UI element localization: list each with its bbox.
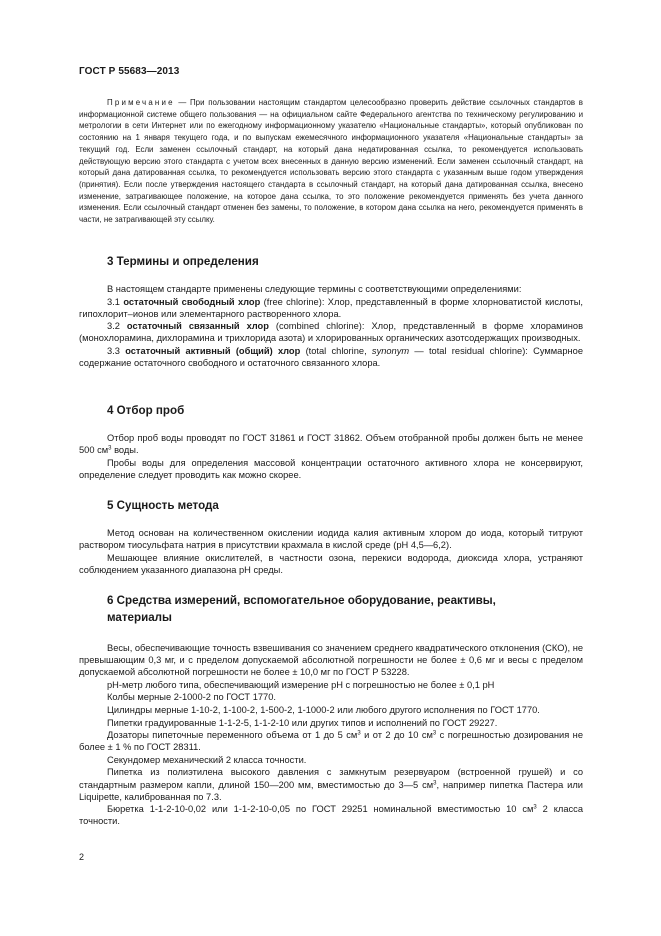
section-6-para-8: Пипетка из полиэтилена высокого давления с замкнутым резервуаром (встроенной грушей) и со стандартным размером капли, длиной 150—200 мм, вместимостью до 3—5 $см^3$, например пипетка Пастера или Liquipette, калиброванная по 7.3. <box>79 767 583 802</box>
section-4-para-1: Отбор проб воды проводят по ГОСТ 31861 и ГОСТ 31862. Объем отобранной пробы должен быть не менее 500 $см^3$ воды. <box>79 433 583 456</box>
term-3-2: 3.2 остаточный связанный хлор (combined chlorine): Хлор, представленный в форме хлораминов (монохлорамина, дихлорамина и трихлорида азота) и хлорированных органических азотсодержащих производных. <box>79 321 584 344</box>
section-3-body <box>79 283 583 369</box>
section-3-intro: В настоящем стандарте применены следующие термины с соответствующими определениями: <box>107 284 522 294</box>
term-name: остаточный свободный хлор <box>123 296 261 307</box>
page-number: 2 <box>79 852 85 862</box>
section-6-para-4: Цилиндры мерные 1-10-2, 1-100-2, 1-500-2, 1-1000-2 или любого другого исполнения по ГОСТ 1770. <box>107 704 540 715</box>
section-6-body <box>79 642 583 827</box>
term-name: остаточный связанный хлор <box>126 321 269 332</box>
section-6-para-5: Пипетки градуированные 1-1-2-5, 1-1-2-10 или других типов и исполнений по ГОСТ 29227. <box>107 717 498 728</box>
section-6-para-3: Колбы мерные 2-1000-2 по ГОСТ 1770. <box>107 692 276 703</box>
page-header: ГОСТ Р 55683—2013 <box>79 66 180 77</box>
note-label: Примечание <box>107 98 175 107</box>
section-6-para-9: Бюретка 1-1-2-10-0,02 или 1-1-2-10-0,05 по ГОСТ 29251 номинальной вместимостью 10 $см^3$ 2 класса точности. <box>79 804 583 827</box>
section-6-para-1: Весы, обеспечивающие точность взвешивания со значением среднего квадратического отклонения (СКО), не превышающим 0,3 мг, и с пределом допускаемой абсолютной погрешности не более ± 0,6 мг и весы с пределом допускаемой абсолютной погрешности не более ± 10,0 мг по ГОСТ Р 53228. <box>79 643 583 678</box>
section-6-title: 6 Средства измерений, вспомогательное оборудование, реактивы, материалы <box>107 594 496 624</box>
section-5-para-2: Мешающее влияние окислителей, в частности озона, перекиси водорода, диоксида хлора, устраняют соблюдением указанного диапазона pH среды. <box>79 552 583 575</box>
section-4-para-2: Пробы воды для определения массовой концентрации остаточного активного хлора не консервируют, определение следует проводить как можно скорее. <box>79 457 583 480</box>
section-6-para-7: Секундомер механический 2 класса точности. <box>107 754 307 765</box>
section-3-title: 3 Термины и определения <box>107 255 259 268</box>
section-4-title: 4 Отбор проб <box>107 404 185 417</box>
term-3-1: 3.1 остаточный свободный хлор (free chlorine): Хлор, представленный в форме хлорноватистой кислоты, гипохлорит–ионов или элементарного растворенного хлора. <box>79 296 583 319</box>
section-5-para-1: Метод основан на количественном окислении иодида калия активным хлором до иода, который титруют раствором тиосульфата натрия в присутствии крахмала в кислой среде (pH 4,5—6,2). <box>79 528 583 551</box>
term-3-3: 3.3 остаточный активный (общий) хлор (total chlorine, synonym — total residual chlorine): Суммарное содержание остаточного свободного и остаточного связанного хлора. <box>79 345 583 369</box>
section-6-para-2: pH-метр любого типа, обеспечивающий измерение pH с погрешностью не более ± 0,1 pH <box>107 679 495 690</box>
section-6-para-6: Дозаторы пипеточные переменного объема от 1 до 5 $см^3$ и от 2 до 10 $см^3$ с погрешностью дозирования не более ± 1 % по ГОСТ 28311. <box>79 730 583 753</box>
reference-note <box>79 97 583 226</box>
section-5-body <box>79 527 583 576</box>
term-name: остаточный активный (общий) хлор <box>125 345 301 356</box>
section-5-title: 5 Сущность метода <box>107 499 219 512</box>
note-text: — При пользовании настоящим стандартом целесообразно проверить действие ссылочных стандартов в информационной системе общего пользования — на официальном сайте Федерального агентства по техническому регулированию и метрологии в сети Интернет или по ежегодному информационному указателю «Национальные стандарты», который опубликован по состоянию на 1 января текущего года, и по выпускам ежемесячного информационного указателя «Национальные стандарты» за текущий год. Если заменен ссылочный стандарт, на который дана недатированная ссылка, то рекомендуется использовать действующую версию этого стандарта с учетом всех внесенных в данную версию изменений. Если заменен ссылочный стандарт, на который дана датированная ссылка, то рекомендуется использовать версию этого стандарта с указанным выше годом утверждения (принятия). Если после утверждения настоящего стандарта в ссылочный стандарт, на который дана датированная ссылка, внесено изменение, затрагивающее положение, на которое дана ссылка, то это положение рекомендуется применять без учета данного изменения. Если ссылочный стандарт отменен без замены, то положение, в котором дана ссылка на него, рекомендуется применять в части, не затрагивающей эту ссылку. <box>79 98 583 225</box>
section-4-body <box>79 432 583 481</box>
